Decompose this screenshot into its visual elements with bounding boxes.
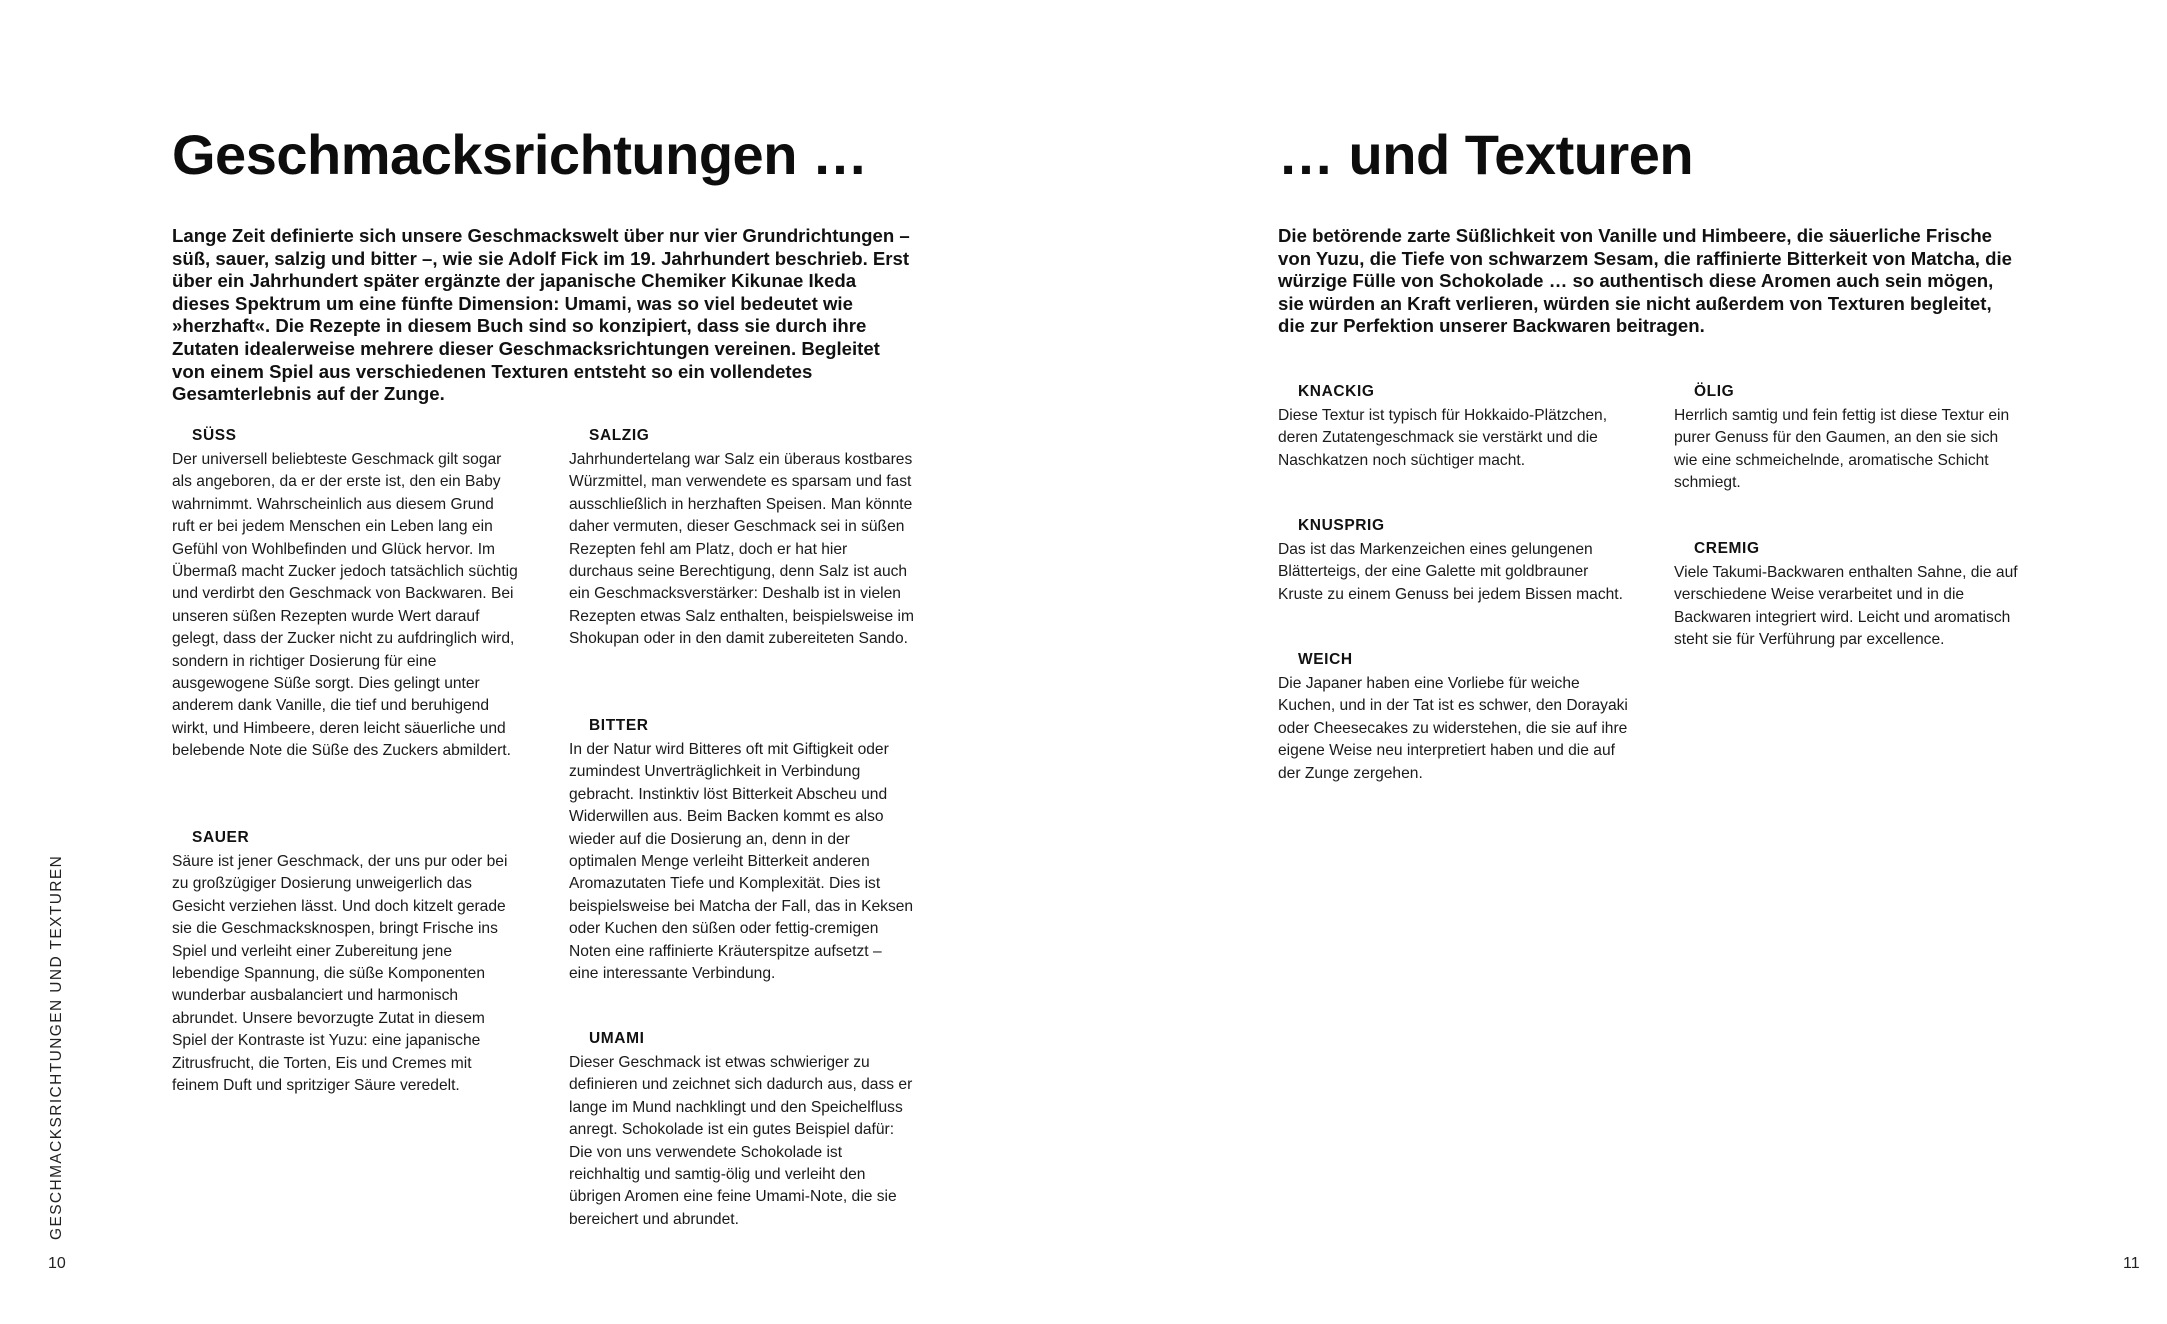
section-body-suess: Der universell beliebteste Geschmack gilt sogar als angeboren, da er der erste ist, den ein Baby wahrnimmt. Wahrscheinlich aus diesem Grund ruft er bei jedem Menschen ein Leben lang ein Gefühl von Wohlbefinden und Glück hervor. Im Übermaß macht Zucker jedoch tatsächlich süchtig und verdirbt den Geschmack von Backwaren. Bei unseren süßen Rezepten wurde Wert darauf gelegt, dass der Zucker nicht zu aufdringlich wird, sondern in richtiger Dosierung für eine ausgewogene Süße sorgt. Dies gelingt unter anderem dank Vanille, die tief und beruhigend wirkt, und Himbeere, deren leicht säuerliche und belebende Note die Süße des Zuckers abmildert. [172, 451, 518, 760]
section-oelig [1674, 383, 2024, 495]
section-sauer [172, 829, 518, 1097]
section-heading-knusprig: KNUSPRIG [1298, 517, 1385, 534]
section-body-sauer: Säure ist jener Geschmack, der uns pur oder bei zu großzügiger Dosierung unweigerlich das Gesicht verziehen lässt. Und doch kitzelt gerade sie die Geschmacksknospen, bringt Frische ins Spiel und verleiht einer Zubereitung jene lebendige Spannung, die süße Komponenten wunderbar ausbalanciert und harmonisch abrundet. Unsere bevorzugte Zutat in diesem Spiel der Kontraste ist Yuzu: eine japanische Zitrusfrucht, die Torten, Eis und Cremes mit feinem Duft und spritziger Säure veredelt. [172, 853, 508, 1095]
section-heading-knackig: KNACKIG [1298, 383, 1375, 400]
section-umami [569, 1030, 915, 1231]
page-number-right: 11 [2123, 1255, 2140, 1272]
section-heading-umami: UMAMI [589, 1030, 645, 1047]
section-salzig [569, 427, 915, 651]
section-heading-salzig: SALZIG [589, 427, 650, 444]
section-cremig [1674, 540, 2024, 652]
running-head-vertical: GESCHMACKSRICHTUNGEN UND TEXTUREN [48, 854, 65, 1240]
left-page [0, 0, 1083, 1324]
section-heading-oelig: ÖLIG [1694, 383, 1735, 400]
right-page [1083, 0, 2167, 1324]
section-body-weich: Die Japaner haben eine Vorliebe für weiche Kuchen, und in der Tat ist es schwer, den Dorayaki oder Cheesecakes zu widerstehen, die sie auf ihre eigene Weise neu interpretiert haben und die auf der Zunge zergehen. [1278, 675, 1628, 782]
section-heading-suess: SÜSS [192, 427, 237, 444]
intro-paragraph-left: Lange Zeit definierte sich unsere Geschmackswelt über nur vier Grundrichtungen – süß, sauer, salzig und bitter –, wie sie Adolf Fick im 19. Jahrhundert beschrieb. Erst über ein Jahrhundert später ergänzte der japanische Chemiker Kikunae Ikeda dieses Spektrum um eine fünfte Dimension: Umami, was so viel bedeutet wie »herzhaft«. Die Rezepte in diesem Buch sind so konzipiert, dass sie durch ihre Zutaten idealerweise mehrere dieser Geschmacksrichtungen vereinen. Begleitet von einem Spiel aus verschiedenen Texturen entsteht so ein vollendetes Gesamterlebnis auf der Zunge. [172, 225, 910, 405]
section-body-knusprig: Das ist das Markenzeichen eines gelungenen Blätterteigs, der eine Galette mit goldbrauner Kruste zu einem Genuss bei jedem Bissen macht. [1278, 541, 1623, 603]
section-suess [172, 427, 518, 763]
section-heading-sauer: SAUER [192, 829, 250, 846]
section-knackig [1278, 383, 1628, 472]
section-body-salzig: Jahrhundertelang war Salz ein überaus kostbares Würzmittel, man verwendete es sparsam und fast ausschließlich in herzhaften Speisen. Man könnte daher vermuten, dieser Geschmack sei in süßen Rezepten fehl am Platz, doch er hat hier durchaus seine Berechtigung, denn Salz ist auch ein Geschmacksverstärker: Deshalb ist in vielen Rezepten etwas Salz enthalten, beispielsweise im Shokupan oder in den damit zubereiteten Sando. [569, 451, 914, 648]
page-title-left: Geschmacksrichtungen … [172, 123, 868, 186]
section-heading-bitter: BITTER [589, 717, 649, 734]
section-body-umami: Dieser Geschmack ist etwas schwieriger zu definieren und zeichnet sich dadurch aus, dass er lange im Mund nachklingt und den Speichelfluss anregt. Schokolade ist ein gutes Beispiel dafür: Die von uns verwendete Schokolade ist reichhaltig und samtig-ölig und verleiht den übrigen Aromen eine feine Umami-Note, die sie bereichert und abrundet. [569, 1054, 913, 1228]
section-heading-weich: WEICH [1298, 651, 1353, 668]
section-heading-cremig: CREMIG [1694, 540, 1760, 557]
page-number-left: 10 [48, 1255, 66, 1272]
section-knusprig [1278, 517, 1628, 606]
section-body-cremig: Viele Takumi-Backwaren enthalten Sahne, die auf verschiedene Weise verarbeitet und in die Backwaren integriert wird. Leicht und aromatisch steht sie für Verführung par excellence. [1674, 564, 2018, 649]
section-body-bitter: In der Natur wird Bitteres oft mit Giftigkeit oder zumindest Unverträglichkeit in Verbindung gebracht. Instinktiv löst Bitterkeit Abscheu und Widerwillen aus. Beim Backen kommt es also wieder auf die Dosierung an, denn in der optimalen Menge verleiht Bitterkeit anderen Aromazutaten Tiefe und Komplexität. Dies ist beispielsweise bei Matcha der Fall, das in Keksen oder Kuchen den süßen oder fettig-cremigen Noten eine raffinierte Kräuterspitze aufsetzt – eine interessante Verbindung. [569, 741, 914, 983]
section-body-oelig: Herrlich samtig und fein fettig ist diese Textur ein purer Genuss für den Gaumen, an den sie sich wie eine schmeichelnde, aromatische Schicht schmiegt. [1674, 407, 2010, 492]
intro-paragraph-right: Die betörende zarte Süßlichkeit von Vanille und Himbeere, die säuerliche Frische von Yuzu, die Tiefe von schwarzem Sesam, die raffinierte Bitterkeit von Matcha, die würzige Fülle von Schokolade … so authentisch diese Aromen auch sein mögen, sie würden an Kraft verlieren, würden sie nicht außerdem von Texturen begleitet, die zur Perfektion unserer Backwaren beitragen. [1278, 225, 2012, 337]
page-title-right: … und Texturen [1278, 123, 1694, 186]
section-body-knackig: Diese Textur ist typisch für Hokkaido-Plätzchen, deren Zutatengeschmack sie verstärkt und die Naschkatzen noch süchtiger macht. [1278, 407, 1608, 469]
section-bitter [569, 717, 915, 985]
section-weich [1278, 651, 1628, 785]
